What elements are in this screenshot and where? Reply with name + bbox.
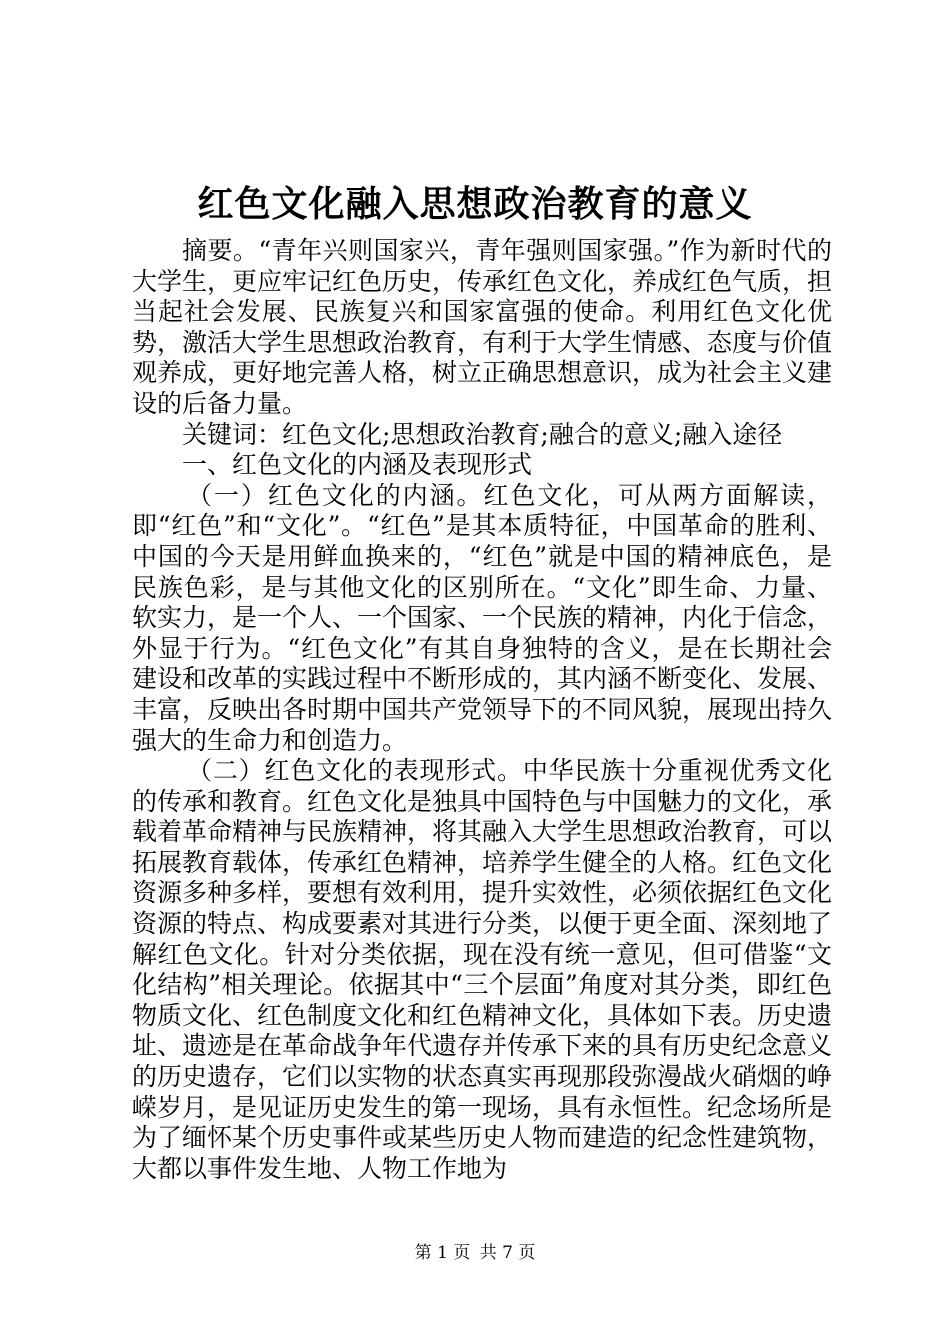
subsection-2-paragraph: （二）红色文化的表现形式。中华民族十分重视优秀文化的传承和教育。红色文化是独具中国特色与中国魅力的文化，承载着革命精神与民族精神，将其融入大学生思想政治教育，可以拓展教育载体，传承红色精神，培养学生健全的人格。红色文化资源多种多样，要想有效利用，提升实效性，必须依据红色文化资源的特点、构成要素对其进行分类，以便于更全面、深刻地了解红色文化。针对分类依据，现在没有统一意见，但可借鉴“文化结构”相关理论。依据其中“三个层面”角度对其分类，即红色物质文化、红色制度文化和红色精神文化，具体如下表。历史遗址、遗迹是在革命战争年代遗存并传承下来的具有历史纪念意义的历史遗存，它们以实物的状态真实再现那段弥漫战火硝烟的峥嵘岁月，是见证历史发生的第一现场，具有永恒性。纪念场所是为了缅怀某个历史事件或某些历史人物而建造的纪念性建筑物，大都以事件发生地、人物工作地为 bbox=[132, 756, 833, 1183]
document-title: 红色文化融入思想政治教育的意义 bbox=[197, 183, 753, 225]
subsection-1-paragraph: （一）红色文化的内涵。红色文化，可从两方面解读，即“红色”和“文化”。“红色”是其本质特征，中国革命的胜利、中国的今天是用鲜血换来的，“红色”就是中国的精神底色，是民族色彩，是与其他文化的区别所在。“文化”即生命、力量、软实力，是一个人、一个国家、一个民族的精神，内化于信念，外显于行为。“红色文化”有其自身独特的含义，是在长期社会建设和改革的实践过程中不断形成的，其内涵不断变化、发展、丰富，反映出各时期中国共产党领导下的不同风貌，展现出持久强大的生命力和创造力。 bbox=[132, 480, 833, 755]
page-total: 共 7 页 bbox=[479, 1243, 536, 1263]
abstract-paragraph: 摘要。“青年兴则国家兴，青年强则国家强。”作为新时代的大学生，更应牢记红色历史，传承红色文化，养成红色气质，担当起社会发展、民族复兴和国家富强的使命。利用红色文化优势，激活大学生思想政治教育，有利于大学生情感、态度与价值观养成，更好地完善人格，树立正确思想意识，成为社会主义建设的后备力量。 bbox=[132, 236, 833, 418]
document-body bbox=[132, 236, 832, 1184]
page-number: 第 1 页 bbox=[414, 1243, 471, 1263]
page-footer bbox=[0, 1243, 950, 1263]
keywords-paragraph: 关键词：红色文化;思想政治教育;融合的意义;融入途径 bbox=[182, 419, 783, 449]
section-heading-1: 一、红色文化的内涵及表现形式 bbox=[182, 450, 533, 480]
